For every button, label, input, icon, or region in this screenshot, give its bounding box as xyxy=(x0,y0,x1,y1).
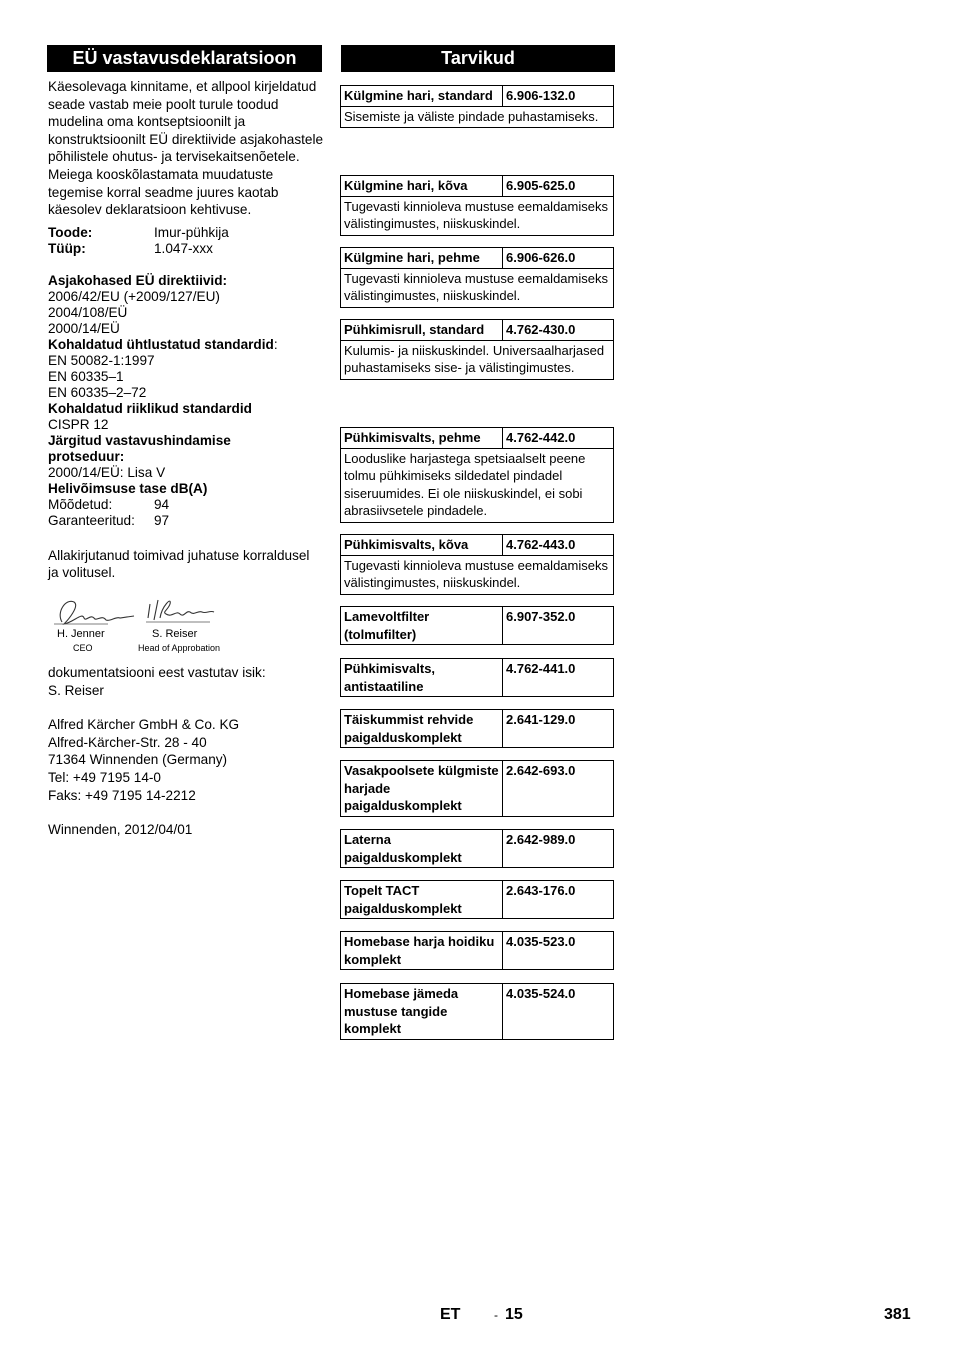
accessory-item xyxy=(340,319,614,380)
accessory-item xyxy=(340,606,614,645)
accessory-name: Homebase harja hoidiku komplekt xyxy=(341,932,503,969)
accessory-item xyxy=(340,709,614,748)
directive-item: 2004/108/EÜ xyxy=(48,304,128,320)
address-line: Tel: +49 7195 14-0 xyxy=(48,769,161,785)
accessory-number: 6.905-625.0 xyxy=(506,178,576,193)
accessory-name: Täiskummist rehvide paigalduskomplekt xyxy=(341,710,503,747)
signer2-title: Head of Approbation xyxy=(138,642,221,653)
harmonized-item: EN 60335–2–72 xyxy=(48,384,147,400)
accessory-description: Looduslike harjastega spetsiaalselt peene tolmu pühkimiseks sildedatel pindadel siseruumides. Ei ole niiskuskindel, ei sobi abrasiivsetele pindadele. xyxy=(341,448,613,522)
address-line: Alfred-Kärcher-Str. 28 - 40 xyxy=(48,734,207,750)
signature-reiser-icon xyxy=(146,592,226,632)
accessory-number: 4.035-523.0 xyxy=(506,934,576,949)
accessory-description: Tugevasti kinnioleva mustuse eemaldamiseks välistingimustes, niiskuskindel. xyxy=(341,555,613,594)
footer-language: ET xyxy=(440,1306,461,1323)
accessory-name: Homebase jämeda mustuse tangide komplekt xyxy=(341,984,503,1039)
type-label: Tüüp: xyxy=(48,240,86,256)
accessory-description: Kulumis- ja niiskuskindel. Universaalharjased puhastamiseks sise- ja välistingimustes. xyxy=(341,340,613,379)
accessory-number: 6.906-626.0 xyxy=(506,250,576,265)
address-line: Faks: +49 7195 14-2212 xyxy=(48,787,196,803)
harmonized-label: Kohaldatud ühtlustatud standardid xyxy=(48,336,274,352)
accessory-name: Laterna paigalduskomplekt xyxy=(341,830,503,867)
section-title-declaration: EÜ vastavusdeklaratsioon xyxy=(47,45,322,72)
declaration-body xyxy=(48,78,324,839)
accessory-item xyxy=(340,829,614,868)
accessory-number: 4.762-443.0 xyxy=(506,537,576,552)
directives-label: Asjakohased EÜ direktiivid: xyxy=(48,272,228,288)
accessory-number: 4.762-441.0 xyxy=(506,661,576,676)
accessory-name: Pühkimisvalts, antistaatiline xyxy=(341,659,503,696)
product-label: Toode: xyxy=(48,224,93,240)
footer-page-number: 381 xyxy=(884,1306,911,1323)
doc-responsible-label: dokumentatsiooni eest vastutav isik: xyxy=(48,664,266,680)
accessory-number: 4.762-430.0 xyxy=(506,322,576,337)
national-label: Kohaldatud riiklikud standardid xyxy=(48,400,252,416)
accessory-item xyxy=(340,880,614,919)
directive-item: 2006/42/EU (+2009/127/EU) xyxy=(48,288,220,304)
accessory-item xyxy=(340,247,614,308)
accessory-item xyxy=(340,175,614,236)
accessory-description: Tugevasti kinnioleva mustuse eemaldamiseks välistingimustes, niiskuskindel. xyxy=(341,196,613,235)
footer-section-page: 15 xyxy=(505,1306,523,1323)
accessory-number: 2.641-129.0 xyxy=(506,712,576,727)
accessory-number: 2.643-176.0 xyxy=(506,883,576,898)
intro-paragraph: Käesolevaga kinnitame, et allpool kirjeldatud seade vastab meie poolt turule toodud mudelina oma kontseptsioonilt ja konstruktsioonilt EÜ direktiivide asjakohastele põhilistele ohutus- ja tervisekaitsenõetele. Meiega kooskõlastamata muudatuste tegemise korral seadme juures kaotab käesolev deklaratsioon kehtivuse. xyxy=(48,79,324,218)
guaranteed-label: Garanteeritud: xyxy=(48,512,135,528)
accessory-name: Vasakpoolsete külgmiste harjade paigalduskomplekt xyxy=(341,761,503,816)
accessory-item xyxy=(340,658,614,697)
accessory-name: Pühkimisvalts, pehme xyxy=(341,428,503,448)
address-line: 71364 Winnenden (Germany) xyxy=(48,752,228,768)
accessory-item xyxy=(340,427,614,523)
accessory-number: 4.035-524.0 xyxy=(506,986,576,1001)
accessory-item xyxy=(340,534,614,595)
signer1-title: CEO xyxy=(73,642,93,653)
signer2-name: S. Reiser xyxy=(152,627,198,640)
accessory-number: 6.907-352.0 xyxy=(506,609,576,624)
section-title-accessories: Tarvikud xyxy=(341,45,615,72)
address-line: Alfred Kärcher GmbH & Co. KG xyxy=(48,717,240,733)
directive-item: 2000/14/EÜ xyxy=(48,320,120,336)
accessory-name: Külgmine hari, standard xyxy=(341,86,503,106)
noise-label: Helivõimsuse tase dB(A) xyxy=(48,480,208,496)
guaranteed-value: 97 xyxy=(154,512,170,528)
accessory-number: 2.642-693.0 xyxy=(506,763,576,778)
accessory-name: Lamevoltfilter (tolmufilter) xyxy=(341,607,503,644)
accessory-item xyxy=(340,983,614,1040)
signer1-name: H. Jenner xyxy=(57,627,105,640)
product-value: Imur-pühkija xyxy=(154,224,229,240)
place-date: Winnenden, 2012/04/01 xyxy=(48,822,193,838)
accessory-description: Sisemiste ja väliste pindade puhastamiseks. xyxy=(341,106,613,128)
accessory-name: Pühkimisvalts, kõva xyxy=(341,535,503,555)
accessory-name: Külgmine hari, pehme xyxy=(341,248,503,268)
procedure-value: 2000/14/EÜ: Lisa V xyxy=(48,464,166,480)
signature-block xyxy=(48,592,324,653)
harmonized-item: EN 50082-1:1997 xyxy=(48,352,155,368)
accessory-name: Topelt TACT paigalduskomplekt xyxy=(341,881,503,918)
harmonized-item: EN 60335–1 xyxy=(48,368,124,384)
footer-dash: - xyxy=(494,1308,498,1322)
accessory-name: Pühkimisrull, standard xyxy=(341,320,503,340)
type-value: 1.047-xxx xyxy=(154,240,213,256)
accessory-item xyxy=(340,85,614,128)
accessory-item xyxy=(340,760,614,817)
accessory-description: Tugevasti kinnioleva mustuse eemaldamiseks välistingimustes, niiskuskindel. xyxy=(341,268,613,307)
measured-value: 94 xyxy=(154,496,170,512)
harmonized-colon: : xyxy=(273,336,278,352)
accessory-number: 2.642-989.0 xyxy=(506,832,576,847)
signers-text: Allakirjutanud toimivad juhatuse korraldusel ja volitusel. xyxy=(48,547,310,581)
measured-label: Mõõdetud: xyxy=(48,496,113,512)
procedure-label: Järgitud vastavushindamise protseduur: xyxy=(48,432,231,464)
national-item: CISPR 12 xyxy=(48,416,109,432)
accessory-item xyxy=(340,931,614,970)
accessory-number: 4.762-442.0 xyxy=(506,430,576,445)
accessory-name: Külgmine hari, kõva xyxy=(341,176,503,196)
doc-responsible-name: S. Reiser xyxy=(48,682,104,698)
accessory-number: 6.906-132.0 xyxy=(506,88,576,103)
